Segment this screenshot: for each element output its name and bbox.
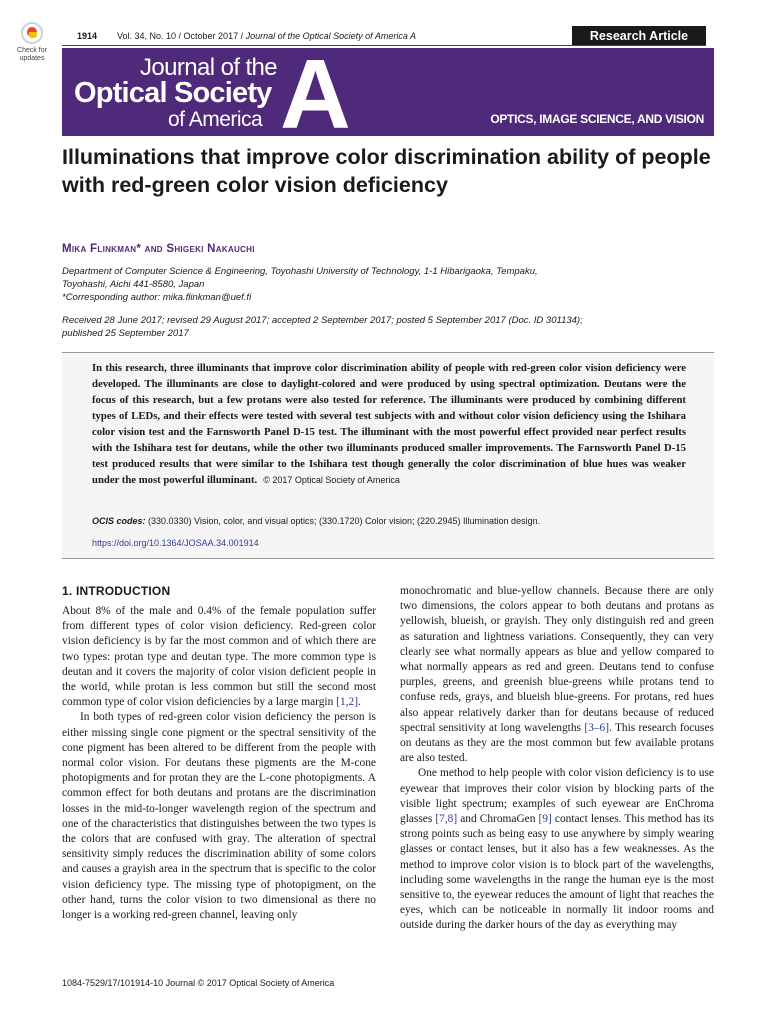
paper-title: Illuminations that improve color discrimination ability of people with red-green color vision deficiency (62, 145, 711, 197)
dates-line-2: published 25 September 2017 (62, 328, 189, 339)
check-updates-label: Check for updates (17, 47, 47, 62)
citation-link[interactable]: [3–6] (584, 721, 609, 734)
body-paragraph: In both types of red-green color vision deficiency the person is either missing single cone pigment or the spectral sensitivity of the cone pigment has been altered to be different from the people with normal color vision. For deutans these pigments are the M-cone photopigments and for protan they are the L-cone photopigments. A common effect for both deutans and protans are the discrimination losses in the mid-to-longer wavelength region of the spectrum and one of the characteristics that distinguishes between the two types is the colors that are confused with gray. The alteration of spectral sensitivity simply reduces the discrimination ability of some colors and causes a grayish area in the spectrum that is specific to the color vision deficiency type. The missing type of photopigment, on the other hand, turns the color vision to two dimensional as there no longer is a working red-green channel, leaving only (62, 711, 376, 922)
corresponding-author: *Corresponding author: mika.flinkman@uef.fi (62, 292, 252, 303)
check-for-updates-badge[interactable] (11, 22, 51, 70)
abstract-copyright: © 2017 Optical Society of America (263, 475, 400, 485)
affiliation-line-2: Toyohashi, Aichi 441-8580, Japan (62, 279, 205, 290)
ocis-label: OCIS codes: (92, 516, 146, 526)
affiliation-line-1: Department of Computer Science & Engineering, Toyohashi University of Technology, 1-1 Hibarigaoka, Tempaku, (62, 266, 538, 277)
body-column-right (400, 584, 714, 934)
masthead-letter: A (280, 48, 351, 136)
journal-masthead (62, 48, 714, 136)
ocis-codes: OCIS codes: (330.0330) Vision, color, and visual optics; (330.1720) Color vision; (220.2945) Illumination design. (92, 516, 541, 526)
publication-dates (62, 314, 662, 340)
masthead-line-2: Optical Society (74, 77, 272, 109)
citation-link[interactable]: [7,8] (435, 813, 458, 826)
body-paragraph: monochromatic and blue-yellow channels. Because there are only two dimensions, the colors appear to both deutans and protans as yellowish, blueish, or grayish. They only distinguish red and green as saturation and lightness variations. Consequently, they can very clearly see what normally appears as blue and yellow compared to what normally appears as red and green. Deutans tend to confuse purples, greens, and greenish blue-greens while protans tend to confuse reds, grays, and blueish blue-greens. For protans, red hues also appear relatively darker than for deutans because of reduced spectral sensitivity at long wavelengths [3–6]. This research focuses on deutans as they are the most common but few available protans are also tested. (400, 585, 714, 765)
body-paragraph: About 8% of the male and 0.4% of the female population suffer from different types of color vision deficiency. Red-green color vision deficiency is by far the most common and of which there are two types: protan type and deutan type. The more common type is deutan and it covers the majority of color vision deficient people in the world, while protan is less common but still the second most common type of color vision deficiencies by a large margin [1,2]. (62, 605, 376, 709)
citation-link[interactable]: [9] (538, 813, 552, 826)
citation-link[interactable]: [1,2] (336, 696, 358, 709)
dates-line-1: Received 28 June 2017; revised 29 August 2017; accepted 2 September 2017; posted 5 September 2017 (Doc. ID 301134); (62, 315, 583, 326)
check-updates-icon (21, 22, 43, 44)
section-heading: 1. INTRODUCTION (62, 584, 171, 598)
author-list: Mika Flinkman* and Shigeki Nakauchi (62, 243, 255, 255)
page-footer: 1084-7529/17/101914-10 Journal © 2017 Optical Society of America (62, 978, 335, 988)
header-rule (62, 45, 706, 46)
article-type-label: Research Article (572, 26, 706, 46)
masthead-line-3: of America (168, 108, 263, 131)
running-header (62, 26, 706, 46)
masthead-line-1: Journal of the (140, 54, 278, 81)
abstract-text: In this research, three illuminants that improve color discrimination ability of people with red-green color vision deficiency were developed. The illuminants are close to daylight-colored and were produced by using spectral optimization. Deutans were the focus of this research, but a few protans were also tested for reference. The illuminants were produced by combining different types of LEDs, and their effects were tested with several test subjects with and without color vision deficiency using the Ishihara color vision test and the Farnsworth Panel D-15 test. The illuminant with the most powerful effect provided near perfect results with the Ishihara test for deutans, while the other two illuminants produced smaller improvements. The Farnsworth Panel D-15 test produced results that were similar to the Ishihara test though generally the color discrimination of blue hues was weaker under the most powerful illuminant. © 2017 Optical Society of America (92, 362, 686, 486)
page-number: 1914 (77, 31, 98, 41)
body-paragraph: One method to help people with color vision deficiency is to use eyewear that improves their color vision by blocking parts of the visible light spectrum; examples of such eyewear are EnChroma glasses [7,8] and ChromaGen [9] contact lenses. This method has its strong points such as being easy to use anywhere by simply wearing glasses or contact lenses, but it also has a few weaknesses. As the method to improve color vision is to block part of the wavelengths, including some wavelengths in the range the human eye is the most sensitive to, the eyewear reduces the amount of light that reaches the eyes, which can be noticeable in normally lit indoor rooms and outside during the darker hours of the day as everything may (400, 767, 714, 932)
doi-link[interactable]: https://doi.org/10.1364/JOSAA.34.001914 (92, 538, 259, 548)
masthead-subtitle: OPTICS, IMAGE SCIENCE, AND VISION (490, 112, 704, 126)
issue-info: Vol. 34, No. 10 / October 2017 / Journal of the Optical Society of America A (117, 31, 417, 41)
affiliation-block (62, 265, 622, 304)
body-column-left (62, 584, 376, 923)
